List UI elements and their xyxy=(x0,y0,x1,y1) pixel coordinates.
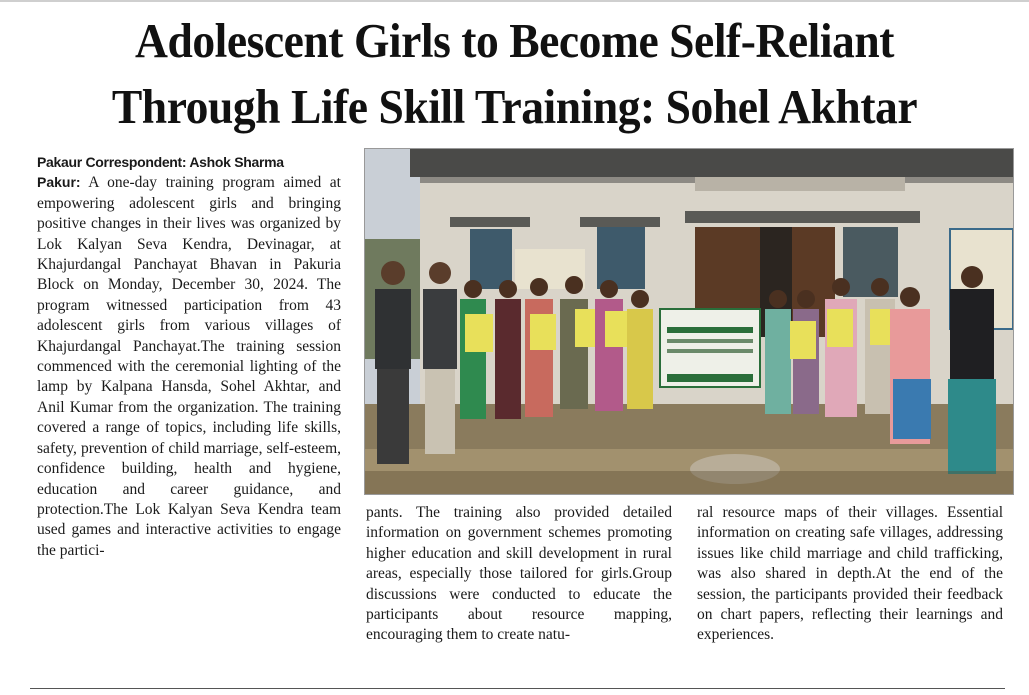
article-column-3 xyxy=(697,503,1003,646)
column-1-text: A one-day training program aimed at empowering adolescent girls and bringing positive changes in their lives was organized by Lok Kalyan Seva Kendra, Devinagar, at Khajurdangal Panchayat Bhavan in Pakuria Block on Monday, December 30, 2024. The program witnessed participation from 43 adolescent girls from various villages of Khajurdangal Panchayat.The training session commenced with the ceremonial lighting of the lamp by Kalpana Hansda, Sohel Akhtar, and Anil Kumar from the organization. The training covered a range of topics, including life skills, safety, prevention of child marriage, self-esteem, confidence building, health and hygiene, education and career guidance, and protection.The Lok Kalyan Seva Kendra team used games and interactive activities to engage the partici- xyxy=(37,174,341,559)
headline-line-2: Through Life Skill Training: Sohel Akhtar xyxy=(111,79,918,134)
bottom-rule xyxy=(30,688,1005,689)
headline-line-1: Adolescent Girls to Become Self-Reliant xyxy=(135,13,894,68)
article-column-2 xyxy=(366,503,672,646)
column-2-text: pants. The training also provided detailed information on government schemes promoting higher education and skill development in rural areas, especially those tailored for girls.Group discussions were conducted to educate the participants about resource mapping, encouraging them to create natu- xyxy=(366,504,672,644)
photo-illustration xyxy=(365,149,1013,494)
headline xyxy=(36,8,993,140)
news-photo xyxy=(364,148,1014,495)
top-rule xyxy=(0,0,1029,2)
article-column-1 xyxy=(37,152,341,561)
byline: Pakaur Correspondent: Ashok Sharma xyxy=(37,154,284,170)
column-3-text: ral resource maps of their villages. Essential information on creating safe villages, addressing issues like child marriage and child trafficking, was also shared in depth.At the end of the session, the participants provided their feedback on chart papers, reflecting their learnings and experiences. xyxy=(697,504,1003,644)
dateline: Pakur: xyxy=(37,174,81,191)
